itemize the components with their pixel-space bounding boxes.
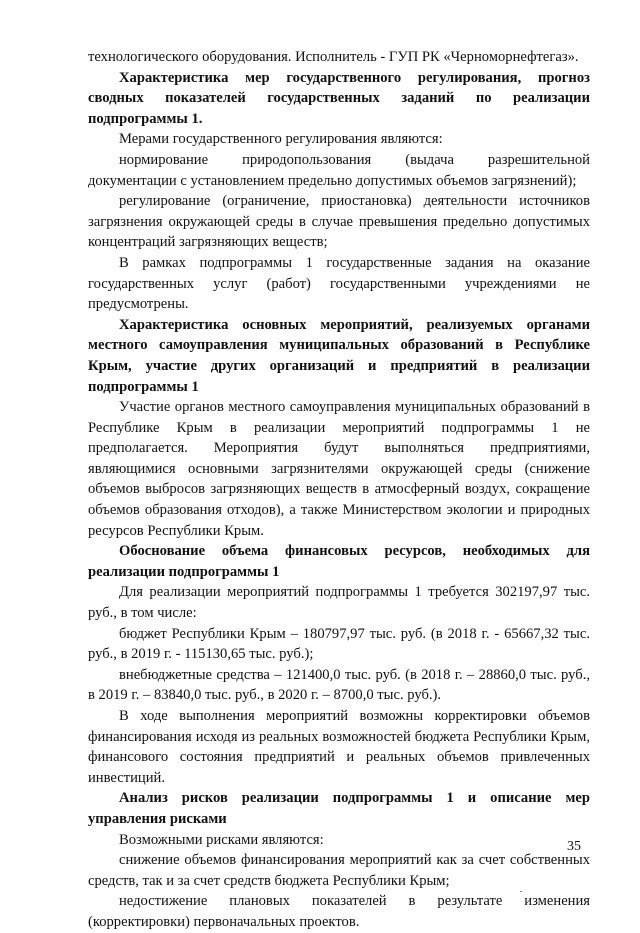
paragraph-funding-extrabudget: внебюджетные средства – 121400,0 тыс. руб. (в 2018 г. – 28860,0 тыс. руб., в 2019 г. – 83840,0 тыс. руб., в 2020 г. – 8700,0 тыс. руб.). <box>88 666 590 704</box>
paragraph-continuation: технологического оборудования. Исполнитель - ГУП РК «Черноморнефтегаз». <box>88 49 579 65</box>
heading-risk-analysis: Анализ рисков реализации подпрограммы 1 и описание мер управления рисками <box>88 790 590 827</box>
paragraph-local-participation: Участие органов местного самоуправления муниципальных образований в Республике Крым в реализации мероприятий подпрограммы 1 не предполагается. Мероприятия будут выполняться предприятиями, являющимися основными загрязнителями окружающей среды (снижение объемов выбросов загрязняющих веществ в атмосферный воздух, сокращение объемов образования отходов), а также Министерством экологии и природных ресурсов Республики Крым. <box>88 399 590 539</box>
paragraph-risk-targets: недостижение плановых показателей в результате изменения (корректировки) первоначальных проектов. <box>88 893 590 930</box>
paragraph-measures-intro: Мерами государственного регулирования являются: <box>119 131 443 148</box>
heading-main-activities: Характеристика основных мероприятий, реализуемых органами местного самоуправления муниципальных образований в Республике Крым, участие других организаций и предприятий в реализации подпрограммы 1 <box>88 316 590 395</box>
page-number: 35 <box>567 839 581 854</box>
scan-speck <box>520 891 522 892</box>
heading-financial-resources: Обоснование объема финансовых ресурсов, необходимых для реализации подпрограммы 1 <box>88 543 590 580</box>
document-page <box>88 47 590 933</box>
paragraph-funding-total: Для реализации мероприятий подпрограммы 1 требуется 302197,97 тыс. руб., в том числе: <box>88 584 590 622</box>
heading-regulation-measures: Характеристика мер государственного регулирования, прогноз сводных показателей государственных заданий по реализации подпрограммы 1. <box>88 69 590 127</box>
paragraph-risk-funding: снижение объемов финансирования мероприятий как за счет собственных средств, так и за счет средств бюджета Республики Крым; <box>88 852 590 889</box>
paragraph-state-tasks: В рамках подпрограммы 1 государственные задания на оказание государственных услуг (работ) государственными учреждениями не предусмотрены. <box>88 254 590 313</box>
paragraph-funding-budget: бюджет Республики Крым – 180797,97 тыс. руб. (в 2018 г. - 65667,32 тыс. руб., в 2019 г. - 115130,65 тыс. руб.); <box>88 625 590 663</box>
paragraph-funding-adjustments: В ходе выполнения мероприятий возможны корректировки объемов финансирования исходя из реальных возможностей бюджета Республики Крым, финансового состояния предприятий и реальных объемов привлеченных инвестиций. <box>88 708 590 786</box>
paragraph-measure-rationing: нормирование природопользования (выдача разрешительной документации с установлением предельно допустимых объемов загрязнений); <box>88 151 590 189</box>
paragraph-risks-intro: Возможными рисками являются: <box>119 831 324 848</box>
paragraph-measure-regulation: регулирование (ограничение, приостановка) деятельности источников загрязнения окружающей среды в случае превышения предельно допустимых концентраций загрязняющих веществ; <box>88 193 590 251</box>
